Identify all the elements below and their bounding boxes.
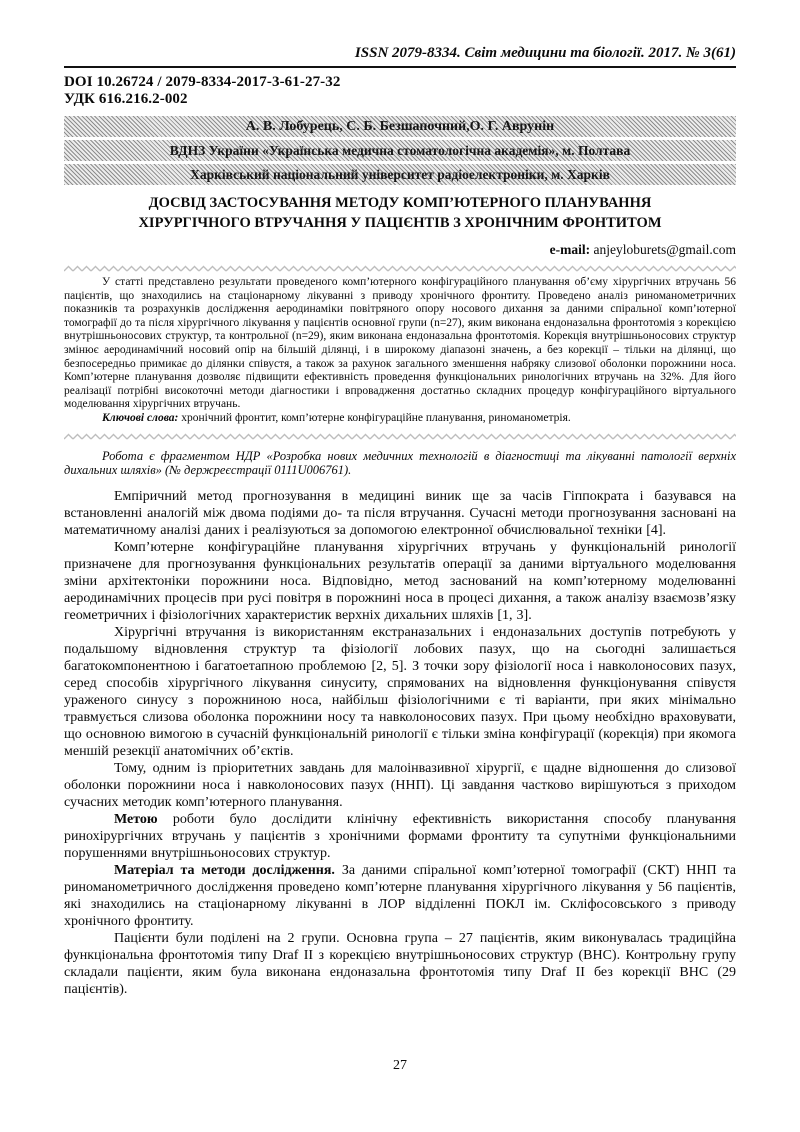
- article-title-line1: ДОСВІД ЗАСТОСУВАННЯ МЕТОДУ КОМП’ЮТЕРНОГО ПЛАНУВАННЯ: [148, 195, 652, 211]
- email-label: e-mail:: [549, 242, 591, 257]
- article-title: [64, 193, 736, 233]
- journal-issn-line: ISSN 2079-8334. Світ медицини та біології. 2017. № 3(61): [354, 45, 736, 61]
- email-address: anjeyloburets@gmail.com: [593, 242, 736, 257]
- body-paragraph-3: Хірургічні втручання із використанням екстраназальних і ендоназальних доступів потребують у подальшому відновлення структур та фізіології лобових пазух, що на сьогодні залишається багатокомпонентною і багатоетапною проблемою [2, 5]. З точки зору фізіології носа і навколоносових пазух, серед способів хірургічного лікування синуситу, спрямованих на відновлення функціонування співустя ураженого синусу з порожниною носа, найбільш фізіологічними є ті варіанти, при яких мінімально травмується слизова оболонка порожнини носу та навколоносових пазух. При цьому необхідно враховувати, що основною вимогою в сучасній функціональній ринології є тільки зміна конфігурації (корекція) при якомога меншій резекції анатомічних об’єктів.: [64, 624, 736, 759]
- keywords-line: [64, 412, 736, 426]
- authors-line: А. В. Лобурець, С. Б. Безшапочний,О. Г. Аврунін: [64, 116, 736, 137]
- funding-note: Робота є фрагментом НДР «Розробка нових медичних технологій в діагностиці та лікуванні патології верхніх дихальних шляхів» (№ держреєстрації 0111U006761).: [64, 448, 736, 478]
- affiliation-line-1: ВДНЗ України «Українська медична стоматологічна академія», м. Полтава: [64, 140, 736, 161]
- zigzag-divider-bottom: [64, 432, 736, 441]
- page-number: 27: [393, 1058, 407, 1073]
- affiliation-line-2: Харківський національний університет радіоелектроніки, м. Харків: [64, 164, 736, 185]
- abstract-text: У статті представлено результати проведеного комп’ютерного конфігураційного планування об’єму хірургічних втручань 56 пацієнтів, що знаходились на стаціонарному лікуванні з приводу хронічного фронтиту. Проведено аналіз риноманометричних показників та розрахунків дослідження аеродинаміки повітряного опору носового дихання за даними спіральної комп’ютерної томографії до та після хірургічного лікування у пацієнтів основної групи (n=27), яким виконана ендоназальна фронтотомія з корекцією внутрішньоносових структур, та контрольної (n=29), яким виконана ендоназальна фронтотомія. Корекція внутрішньоносових структур змінює аеродинамічний носовий опір на більшій ділянці, і в широкому діапазоні значень, а без корекції – тільки на ділянці, що безпосередньо примикає до ділянки співустя, а також за рахунок загального зменшення набряку слизової оболонки порожнини носа. Комп’ютерне планування дозволяє підвищити ефективність проведення функціональних ринологічних втручань на 32%. Для його реалізації потрібні високоточні методи діагностики і впровадження достатньо складних процедур конфігураційного віртуального моделювання хірургічних втручань.: [64, 276, 736, 411]
- doi-line: DOI 10.26724 / 2079-8334-2017-3-61-27-32: [64, 74, 341, 90]
- email-line: [64, 241, 736, 258]
- aim-text: роботи було дослідити клінічну ефективність використання способу планування ринохірургічних втручань у пацієнтів з хронічними формами фронтиту та супутніми функціональними порушеннями внутрішньоносових структур.: [64, 811, 737, 861]
- authors-block: [64, 116, 736, 185]
- aim-lead-label: Метою: [114, 811, 158, 827]
- body-paragraph-1: Емпіричний метод прогнозування в медицині виник ще за часів Гіппократа і базувався на встановленні аналогій між двома подіями до- та після втручання. Сучасні методи прогнозування засновані на математичному аналізі даних і реалізуються за допомогою електронної обчислювальної техніки [4].: [64, 488, 736, 538]
- article-title-line2: ХІРУРГІЧНОГО ВТРУЧАННЯ У ПАЦІЄНТІВ З ХРОНІЧНИМ ФРОНТИТОМ: [138, 215, 662, 231]
- abstract: [64, 276, 736, 426]
- article-body: [64, 488, 736, 998]
- keywords-label: Ключові слова:: [102, 411, 179, 424]
- body-paragraph-5: [64, 811, 736, 862]
- methods-text: За даними спіральної комп’ютерної томографії (СКТ) ННП та риноманометричного дослідження проведено комп’ютерне планування хірургічного лікування у 56 пацієнтів, які знаходились на стаціонарному лікуванні в ЛОР відділенні ПОКЛ ім. Скліфосовського з приводу хронічного фронтиту.: [64, 862, 736, 929]
- udk-line: УДК 616.216.2-002: [64, 91, 188, 107]
- keywords-text: хронічний фронтит, комп’ютерне конфігураційне планування, риноманометрія.: [181, 411, 571, 424]
- body-paragraph-2: Комп’ютерне конфігураційне планування хірургічних втручань у функціональній ринології призначене для прогнозування функціональних результатів операції за даними віртуального моделювання зміни архітектоніки порожнини носа. Відповідно, метод заснований на комп’ютерному моделюванні аеродинамічних процесів при русі повітря в порожнині носа в процесі дихання, а також аналізу взаємозв’язку геометричних і фізіологічних характеристик верхніх дихальних шляхів [1, 3].: [64, 539, 736, 623]
- zigzag-divider-top: [64, 264, 736, 273]
- body-paragraph-6: [64, 862, 736, 930]
- body-paragraph-7: Пацієнти були поділені на 2 групи. Основна група – 27 пацієнтів, яким виконувалась традиційна функціональна фронтотомія типу Draf II з корекцією внутрішньоносових структур (ВНС). Контрольну групу складали пацієнти, яким була виконана ендоназальна фронтотомія типу Draf II без корекції ВНС (29 пацієнтів).: [64, 930, 736, 997]
- header-rule: [64, 66, 736, 68]
- methods-lead-label: Матеріал та методи дослідження.: [114, 862, 335, 878]
- body-paragraph-4: Тому, одним із пріоритетних завдань для малоінвазивної хірургії, є щадне відношення до слизової оболонки порожнини носа і навколоносових пазух (ННП). Ці завдання частково вирішуються з приходом сучасних методик комп’ютерного планування.: [64, 760, 736, 810]
